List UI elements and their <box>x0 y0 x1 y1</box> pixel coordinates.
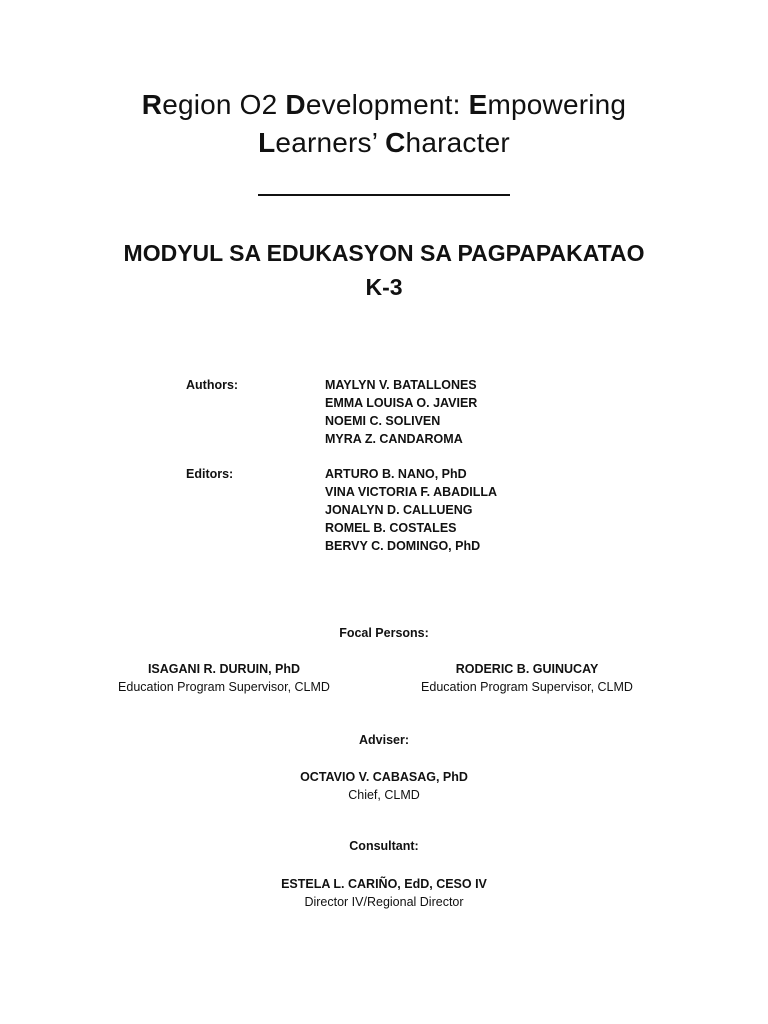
program-title-line-2 <box>0 124 768 162</box>
adviser-title: Chief, CLMD <box>348 788 420 802</box>
title-initial: E <box>468 89 488 120</box>
adviser-label: Adviser: <box>358 733 410 747</box>
editor-name: BERVY C. DOMINGO, PhD <box>325 539 481 553</box>
consultant-person <box>0 875 768 911</box>
authors-list <box>325 376 477 448</box>
editor-name: VINA VICTORIA F. ABADILLA <box>325 485 497 499</box>
title-word: earners’ <box>275 127 386 158</box>
consultant-label: Consultant: <box>349 839 419 853</box>
focal-person-2 <box>382 660 672 696</box>
focal-persons-label: Focal Persons: <box>339 626 429 640</box>
title-initial: R <box>141 89 163 120</box>
focal-person-title: Education Program Supervisor, CLMD <box>118 680 330 694</box>
editors-label: Editors: <box>186 467 234 481</box>
title-word: haracter <box>405 127 510 158</box>
author-name: EMMA LOUISA O. JAVIER <box>325 396 478 410</box>
editor-name: JONALYN D. CALLUENG <box>325 503 473 517</box>
module-title-text: MODYUL SA EDUKASYON SA PAGPAPAKATAO <box>123 240 645 266</box>
author-name: NOEMI C. SOLIVEN <box>325 414 441 428</box>
editor-name: ARTURO B. NANO, PhD <box>325 467 467 481</box>
focal-person-title: Education Program Supervisor, CLMD <box>421 680 633 694</box>
adviser-name: OCTAVIO V. CABASAG, PhD <box>300 770 468 784</box>
title-divider <box>258 194 510 196</box>
author-name: MAYLYN V. BATALLONES <box>325 378 477 392</box>
module-title <box>0 236 768 304</box>
editors-list <box>325 465 497 555</box>
title-word: evelopment: <box>305 89 469 120</box>
title-word: egion O2 <box>162 89 286 120</box>
consultant-name: ESTELA L. CARIÑO, EdD, CESO IV <box>281 877 487 891</box>
title-initial: D <box>285 89 306 120</box>
consultant-title: Director IV/Regional Director <box>304 895 464 909</box>
focal-person-name: ISAGANI R. DURUIN, PhD <box>147 662 301 676</box>
adviser-person <box>0 768 768 804</box>
title-word: mpowering <box>487 89 627 120</box>
program-title <box>0 86 768 162</box>
author-name: MYRA Z. CANDAROMA <box>325 432 463 446</box>
authors-label: Authors: <box>186 378 239 392</box>
title-initial: L <box>258 127 276 158</box>
title-initial: C <box>385 127 406 158</box>
program-title-line-1 <box>0 86 768 124</box>
focal-person-1 <box>84 660 364 696</box>
editor-name: ROMEL B. COSTALES <box>325 521 457 535</box>
focal-person-name: RODERIC B. GUINUCAY <box>455 662 599 676</box>
module-grade: K-3 <box>365 274 403 300</box>
